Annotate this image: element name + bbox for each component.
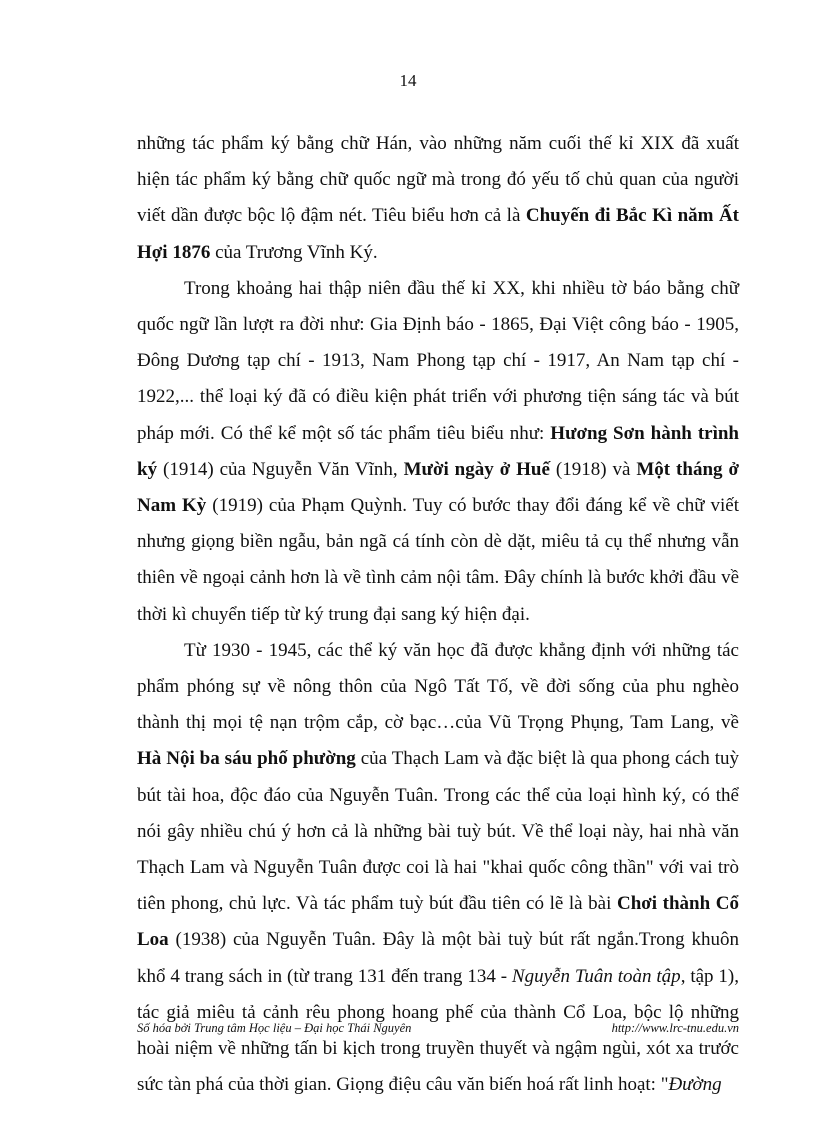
italic-text: Đường (668, 1074, 722, 1096)
bold-title: Hương Sơn hành trình ký (137, 422, 739, 480)
text-run: của Trương Vĩnh Ký. (210, 241, 378, 263)
body-text (137, 126, 739, 1103)
bold-title: Chuyến đi Bắc Kì năm Ất Hợi 1876 (137, 205, 740, 263)
text-run: (1914) của Nguyễn Văn Vĩnh, (157, 458, 404, 480)
text-run: (1919) của Phạm Quỳnh. Tuy có bước thay đổi đáng kể về chữ viết nhưng giọng biền ngẫu, bản ngã cá tính còn dè dặt, miêu tả cụ thể nhưng vẫn thiên về ngoại cảnh hơn là về tình cảm nội tâm. Đây chính là bước khởi đầu về thời kì chuyển tiếp từ ký trung đại sang ký hiện đại. (137, 495, 740, 625)
footer-credit: Số hóa bởi Trung tâm Học liệu – Đại học Thái Nguyên (137, 1021, 412, 1035)
text-run: Trong khoảng hai thập niên đầu thế kỉ XX, khi nhiều tờ báo bằng chữ quốc ngữ lần lượt ra đời như: Gia Định báo - 1865, Đại Việt công báo - 1905, Đông Dương tạp chí - 1913, Nam Phong tạp chí - 1917, An Nam tạp chí - 1922,... thể loại ký đã có điều kiện phát triển với phương tiện sáng tác và bút pháp mới. Có thể kể một số tác phẩm tiêu biểu như: (137, 277, 739, 444)
paragraph (137, 271, 739, 633)
page-number: 14 (399, 71, 417, 90)
text-run: , tập 1), tác giả miêu tả cảnh rêu phong hoang phế của thành Cổ Loa, bộc lộ những hoài niệm về những tấn bi kịch trong truyền thuyết và ngậm ngùi, xót xa trước sức tàn phá của thời gian. Giọng điệu câu văn biến hoá rất linh hoạt: " (137, 965, 739, 1096)
text-run: (1938) của Nguyễn Tuân. Đây là một bài tuỳ bút rất ngắn.Trong khuôn khổ 4 trang sách in (từ trang 131 đến trang 134 - (137, 929, 739, 987)
text-run: của Thạch Lam và đặc biệt là qua phong cách tuỳ bút tài hoa, độc đáo của Nguyễn Tuân. Trong các thể của loại hình ký, có thể nói gây nhiều chú ý hơn cả là những bài tuỳ bút. Về thể loại này, hai nhà văn Thạch Lam và Nguyễn Tuân được coi là hai "khai quốc công thần" với vai trò tiên phong, chủ lực. Và tác phẩm tuỳ bút đầu tiên có lẽ là bài (137, 748, 739, 915)
paragraph (137, 126, 739, 271)
text-run: (1918) và (549, 458, 637, 480)
bold-title: Mười ngày ở Huế (403, 458, 550, 480)
bold-title: Hà Nội ba sáu phố phường (137, 748, 356, 770)
text-run: những tác phẩm ký bằng chữ Hán, vào những năm cuối thế kỉ XIX đã xuất hiện tác phẩm ký bằng chữ quốc ngữ mà trong đó yếu tố chủ quan của người viết dần được bộc lộ đậm nét. Tiêu biểu hơn cả là (137, 133, 739, 227)
text-run: Từ 1930 - 1945, các thể ký văn học đã được khẳng định với những tác phẩm phóng sự về nông thôn của Ngô Tất Tố, về đời sống của phu nghèo thành thị mọi tệ nạn trộm cắp, cờ bạc…của Vũ Trọng Phụng, Tam Lang, về (137, 639, 739, 734)
footer-url-link[interactable]: http://www.lrc-tnu.edu.vn (611, 1021, 739, 1035)
bold-title: Một tháng ở Nam Kỳ (137, 458, 739, 517)
bold-title: Chơi thành Cổ Loa (137, 893, 739, 951)
italic-text: Nguyễn Tuân toàn tập (511, 965, 681, 987)
